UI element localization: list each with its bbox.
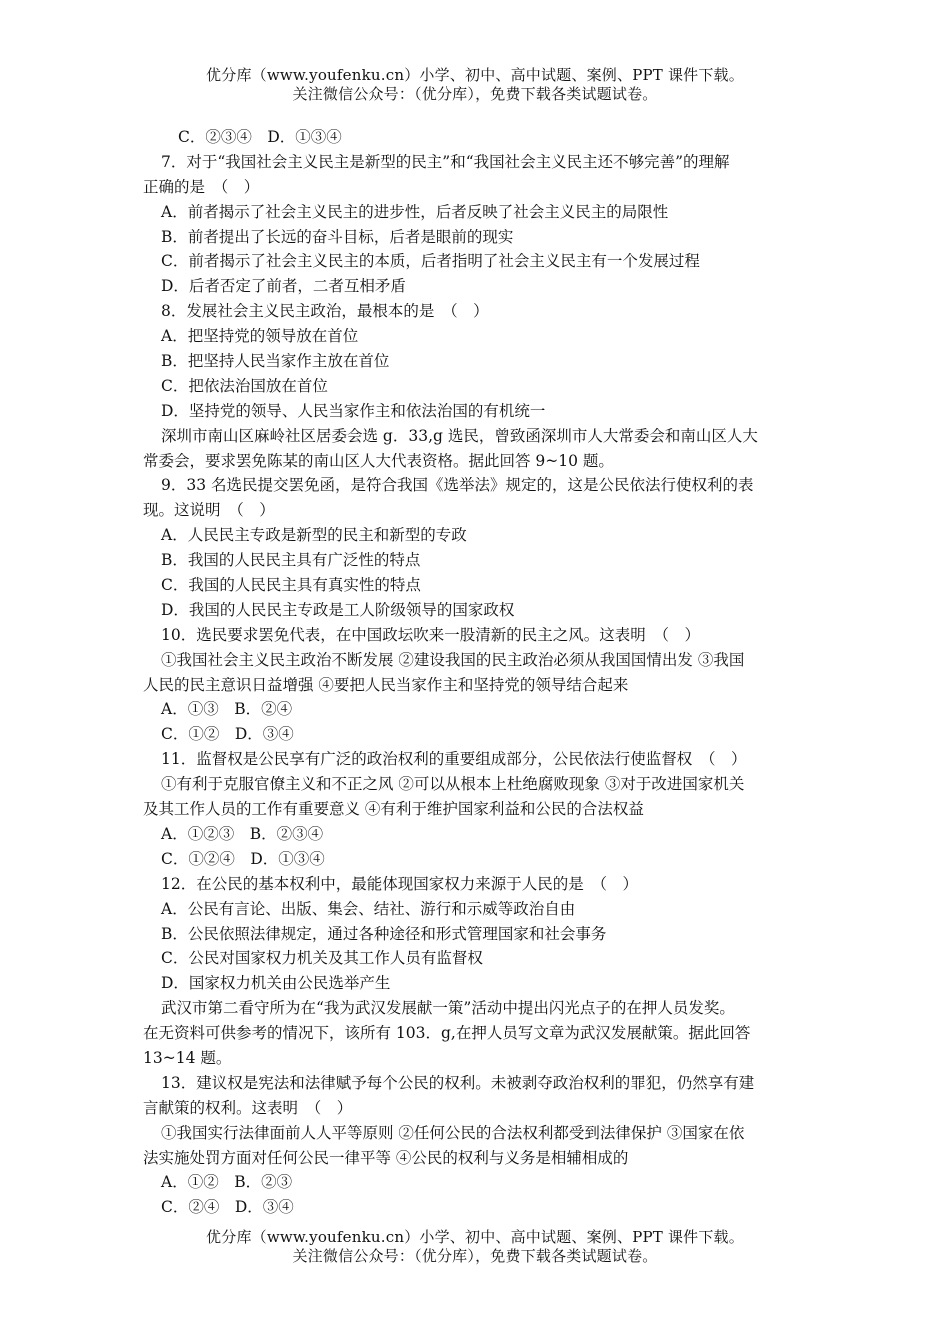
question-stem: 12．在公民的基本权利中，最能体现国家权力来源于人民的是 （ ）: [161, 874, 638, 893]
question-stem: 9．33 名选民提交罢免函，是符合我国《选举法》规定的，这是公民依法行使权利的表: [161, 476, 754, 495]
answer-option: D．坚持党的领导、人民当家作主和依法治国的有机统一: [161, 401, 546, 420]
question-stem: 7．对于“我国社会主义民主是新型的民主”和“我国社会主义民主还不够完善”的理解: [161, 152, 730, 171]
question-body: [143, 125, 813, 1220]
statement-list: ①有利于克服官僚主义和不正之风 ②可以从根本上杜绝腐败现象 ③对于改进国家机关: [161, 775, 745, 794]
answer-option: B．我国的人民民主具有广泛性的特点: [161, 551, 421, 570]
answer-option: C．我国的人民民主具有真实性的特点: [161, 576, 421, 595]
material-passage-continued: 13~14 题。: [143, 1048, 232, 1067]
answer-option: C．①②④ D．①③④: [161, 849, 325, 868]
header-line-1: 优分库（www.youfenku.cn）小学、初中、高中试题、案例、PPT 课件下载。: [206, 66, 744, 84]
question-stem: 13．建议权是宪法和法律赋予每个公民的权利。未被剥夺政治权利的罪犯，仍然享有建: [161, 1073, 755, 1092]
statement-list-continued: 及其工作人员的工作有重要意义 ④有利于维护国家利益和公民的合法权益: [143, 800, 644, 819]
question-stem-continued: 正确的是 （ ）: [143, 177, 260, 196]
answer-option: D．后者否定了前者，二者互相矛盾: [161, 277, 406, 296]
answer-option: C．①② D．③④: [161, 725, 294, 744]
footer-line-2: 关注微信公众号：（优分库），免费下载各类试题试卷。: [292, 1247, 658, 1265]
header-line-2: 关注微信公众号：（优分库），免费下载各类试题试卷。: [292, 85, 658, 103]
answer-option: D．国家权力机关由公民选举产生: [161, 974, 391, 993]
material-passage-continued: 在无资料可供参考的情况下，该所有 103．g,在押人员写文章为武汉发展献策。据此回答: [143, 1024, 751, 1043]
answer-option: C．公民对国家权力机关及其工作人员有监督权: [161, 949, 483, 968]
question-stem-continued: 现。这说明 （ ）: [143, 501, 275, 520]
answer-option: D．我国的人民民主专政是工人阶级领导的国家政权: [161, 600, 515, 619]
page-header: [0, 66, 950, 104]
answer-option: A．前者揭示了社会主义民主的进步性，后者反映了社会主义民主的局限性: [161, 202, 669, 221]
footer-line-1: 优分库（www.youfenku.cn）小学、初中、高中试题、案例、PPT 课件下载。: [206, 1228, 744, 1246]
statement-list: ①我国实行法律面前人人平等原则 ②任何公民的合法权利都受到法律保护 ③国家在依: [161, 1123, 745, 1142]
answer-option: C．前者揭示了社会主义民主的本质，后者指明了社会主义民主有一个发展过程: [161, 252, 700, 271]
page-footer: [0, 1228, 950, 1266]
answer-option: C．把依法治国放在首位: [161, 376, 328, 395]
answer-option: A．①③ B．②④: [161, 700, 293, 719]
material-passage: 深圳市南山区麻岭社区居委会选 g．33,g 选民，曾致函深圳市人大常委会和南山区人大: [161, 426, 758, 445]
answer-option: A．①②③ B．②③④: [161, 824, 324, 843]
answer-option: A．把坚持党的领导放在首位: [161, 327, 359, 346]
answer-option: A．公民有言论、出版、集会、结社、游行和示威等政治自由: [161, 899, 576, 918]
question-stem: 8．发展社会主义民主政治，最根本的是 （ ）: [161, 302, 489, 321]
answer-option: B．把坚持人民当家作主放在首位: [161, 352, 390, 371]
material-passage-continued: 常委会，要求罢免陈某的南山区人大代表资格。据此回答 9~10 题。: [143, 451, 614, 470]
statement-list-continued: 法实施处罚方面对任何公民一律平等 ④公民的权利与义务是相辅相成的: [143, 1148, 629, 1167]
question-stem-continued: 言献策的权利。这表明 （ ）: [143, 1098, 353, 1117]
statement-list-continued: 人民的民主意识日益增强 ④要把人民当家作主和坚持党的领导结合起来: [143, 675, 629, 694]
material-passage: 武汉市第二看守所为在“我为武汉发展献一策”活动中提出闪光点子的在押人员发奖。: [161, 999, 735, 1018]
answer-option: B．公民依照法律规定，通过各种途径和形式管理国家和社会事务: [161, 924, 607, 943]
answer-option: C．②③④ D．①③④: [178, 128, 342, 146]
question-stem: 10．选民要求罢免代表，在中国政坛吹来一股清新的民主之风。这表明 （ ）: [161, 625, 700, 644]
answer-option: B．前者提出了长远的奋斗目标，后者是眼前的现实: [161, 227, 514, 246]
answer-option: A．①② B．②③: [161, 1173, 293, 1192]
statement-list: ①我国社会主义民主政治不断发展 ②建设我国的民主政治必须从我国国情出发 ③我国: [161, 650, 745, 669]
question-stem: 11．监督权是公民享有广泛的政治权利的重要组成部分，公民依法行使监督权 （ ）: [161, 750, 747, 769]
answer-option: C．②④ D．③④: [161, 1198, 294, 1217]
answer-option: A．人民民主专政是新型的民主和新型的专政: [161, 526, 467, 545]
